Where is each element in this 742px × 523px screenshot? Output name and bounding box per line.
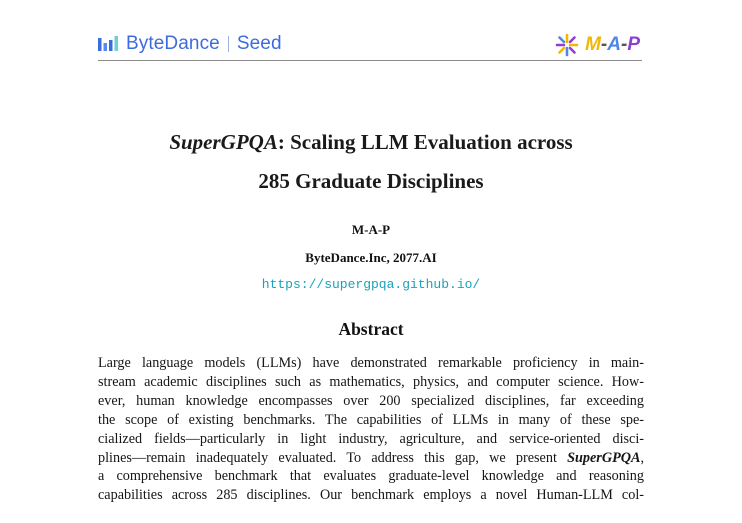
seed-label: Seed (236, 33, 282, 54)
map-letter-p: P (627, 34, 640, 55)
abstract-line: a comprehensive benchmark that evaluates graduate-level knowledge and reasoning (98, 468, 644, 485)
paper-title-line-2: 285 Graduate Disciplines (258, 169, 484, 193)
author-name: M-A-P (351, 222, 391, 237)
abstract-line: stream academic disciplines such as mathematics, physics, and computer science. How- (98, 373, 644, 390)
map-letter-m: M (585, 34, 601, 55)
page-header (98, 30, 642, 61)
paper-title-rest: : Scaling LLM Evaluation across (277, 130, 573, 154)
abstract-line-tail: , (640, 449, 644, 466)
map-dash-2: - (620, 34, 628, 55)
abstract-line: cialized fields—particularly in light industry, agriculture, and service-oriented disci- (98, 430, 644, 447)
paper-title-line-1 (0, 130, 742, 155)
map-star-icon (555, 33, 579, 57)
abstract-body (98, 354, 644, 505)
logo-divider (228, 36, 229, 52)
map-letter-a: A (607, 34, 621, 55)
bytedance-bars-icon (98, 35, 120, 53)
paper-title-emphasis: SuperGPQA (169, 130, 278, 154)
abstract-line: capabilities across 285 disciplines. Our benchmark employs a novel Human-LLM col- (98, 487, 644, 504)
abstract-heading: Abstract (338, 319, 404, 339)
project-url-link[interactable]: https://supergpqa.github.io/ (261, 277, 481, 292)
author-affiliation: ByteDance.Inc, 2077.AI (305, 250, 437, 265)
map-logo (555, 32, 640, 58)
abstract-line: ever, human knowledge encompasses over 200 specialized disciplines, far exceeding (98, 392, 644, 409)
abstract-line-with-emphasis (98, 449, 644, 468)
abstract-line: the scope of existing benchmarks. The capabilities of LLMs in many of these spe- (98, 411, 644, 428)
bytedance-seed-logo (98, 32, 282, 56)
map-wordmark (585, 34, 640, 56)
map-dash-1: - (600, 34, 608, 55)
abstract-line: Large language models (LLMs) have demonstrated remarkable proficiency in main- (98, 355, 644, 371)
bytedance-label: ByteDance (126, 33, 220, 54)
abstract-line-text: plines—remain inadequately evaluated. To address this gap, we present (98, 449, 568, 466)
abstract-emphasis: SuperGPQA (567, 449, 641, 466)
